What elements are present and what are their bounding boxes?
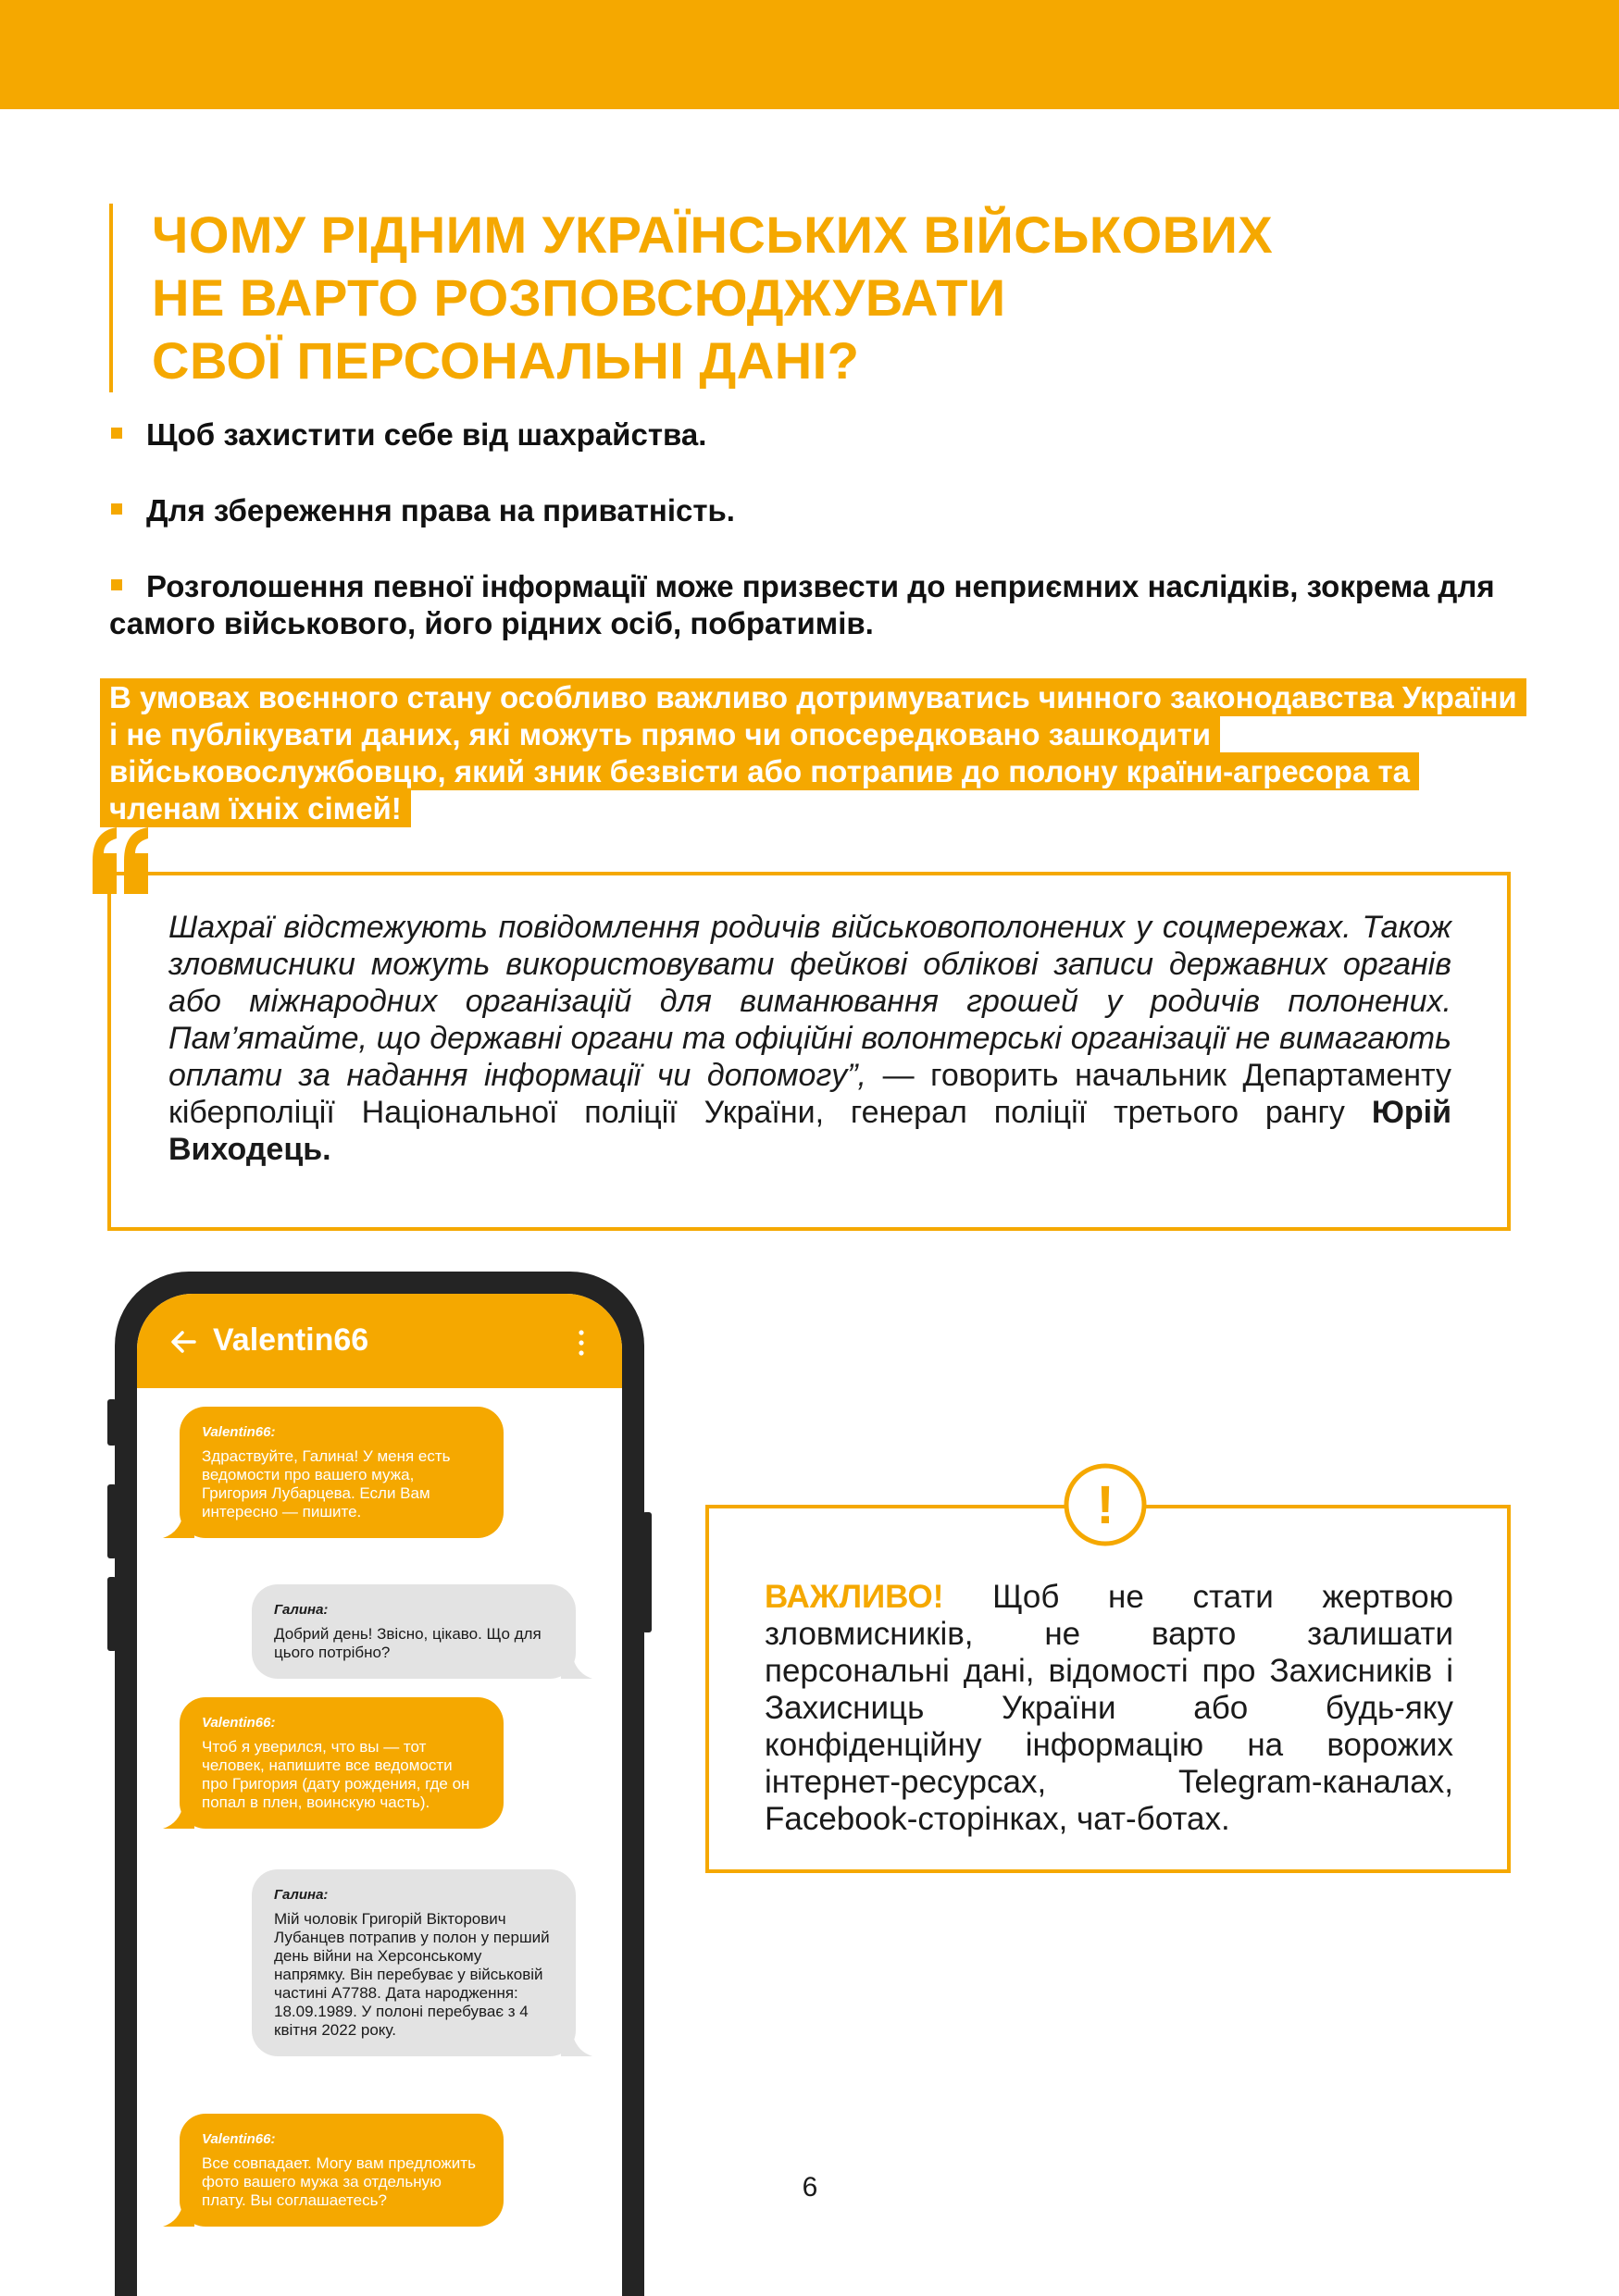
quote-italic-part: Шахраї відстежують повідомлення родичів військовополонених у соцмережах. Також зловмисники можуть використовувати фейкові облікові записи державних органів або міжнародних організацій для виманювання грошей у родичів полонених. Пам’ятайте, що державні органи та офіційні волонтерські організації не вимагають оплати за надання інформації чи допомогу”, [168, 910, 1451, 1093]
message-sender: Valentin66: [202, 1424, 276, 1440]
square-bullet-icon [111, 579, 122, 590]
list-item-text: Щоб захистити себе від шахрайства. [146, 417, 707, 452]
message-sender: Valentin66: [202, 1715, 276, 1731]
reasons-list [109, 416, 1516, 642]
martial-law-highlight [100, 679, 1518, 827]
message-sender: Valentin66: [202, 2131, 276, 2147]
message-bubble-outgoing [252, 1869, 576, 2056]
quote-box [107, 872, 1511, 1231]
title-line-2: НЕ ВАРТО РОЗПОВСЮДЖУВАТИ [152, 268, 1006, 327]
phone-side-button [107, 1484, 117, 1558]
bubble-tail [561, 1655, 592, 1679]
message-text: Мій чоловік Григорій Вікторович Лубанцев потрапив у полон у перший день війни на Херсонському напрямку. Він перебуває у військовій частині А7788. Дата народження: 18.09.1989. У полоні перебуває з 4 квітня 2022 року. [274, 1910, 550, 2039]
page-title [109, 204, 1405, 392]
square-bullet-icon [111, 503, 122, 515]
chat-contact-name: Valentin66 [213, 1322, 369, 1358]
list-item [109, 492, 1516, 529]
bubble-tail [163, 1805, 194, 1829]
message-text: Здраствуйте, Галина! У меня есть ведомости про вашего мужа, Григория Лубарцева. Если Вам интересно — пишите. [202, 1447, 451, 1520]
phone-side-button [107, 1577, 117, 1651]
quote-text [168, 909, 1451, 1168]
important-notice-text [765, 1579, 1453, 1838]
arrow-left-icon[interactable] [167, 1325, 200, 1359]
highlight-text: В умовах воєнного стану особливо важливо дотримуватись чинного законодавства України і не публікувати даних, які можуть прямо чи опосередковано зашкодити військовослужбовцю, який зник безвісти або потрапив до полону країни-агресора та членам їхніх сімей! [100, 678, 1526, 827]
phone-screen [137, 1294, 622, 2296]
top-color-band [0, 0, 1619, 109]
message-sender: Галина: [274, 1602, 329, 1618]
list-item-text: Для збереження права на приватність. [146, 493, 735, 527]
title-line-3: СВОЇ ПЕРСОНАЛЬНІ ДАНІ? [152, 331, 860, 390]
title-line-1: ЧОМУ РІДНИМ УКРАЇНСЬКИХ ВІЙСЬКОВИХ [152, 205, 1274, 264]
bubble-tail [561, 2032, 592, 2056]
phone-side-button [107, 1399, 117, 1446]
bubble-tail [163, 1514, 194, 1538]
kebab-menu-icon[interactable] [578, 1329, 585, 1357]
important-label: ВАЖЛИВО! [765, 1579, 944, 1615]
message-text: Чтоб я уверился, что вы — тот человек, напишите все ведомости про Григория (дату рождения, где он попал в плен, воинскую часть). [202, 1738, 470, 1811]
message-text: Все совпадает. Могу вам предложить фото вашего мужа за отдельную плату. Вы соглашаетесь? [202, 2154, 476, 2209]
chat-app-bar [137, 1294, 622, 1388]
exclamation-icon [1063, 1462, 1148, 1547]
list-item [109, 568, 1516, 642]
message-bubble-outgoing [252, 1584, 576, 1679]
list-item-text: Розголошення певної інформації може призвести до неприємних наслідків, зокрема для самого військового, його рідних осіб, побратимів. [109, 569, 1495, 640]
message-sender: Галина: [274, 1887, 329, 1903]
exclamation-glyph: ! [1096, 1475, 1115, 1535]
important-notice-box [705, 1505, 1511, 1873]
message-bubble-incoming [180, 1407, 504, 1538]
phone-power-button [642, 1512, 652, 1632]
page-number: 6 [802, 2172, 818, 2203]
message-bubble-incoming [180, 1697, 504, 1829]
message-bubble-incoming [180, 2114, 504, 2227]
list-item [109, 416, 1516, 453]
bubble-tail [163, 2203, 194, 2227]
important-body: Щоб не стати жертвою зловмисників, не варто залишати персональні дані, відомості про Захисників і Захисниць України або будь-яку конфіденційну інформацію на ворожих інтернет-ресурсах, Telegram-каналах, Facebook-сторінках, чат-ботах. [765, 1579, 1453, 1837]
quote-attribution: — говорить начальник Департаменту кіберполіції Національної поліції України, генерал поліції третього рангу [168, 1058, 1451, 1130]
quote-author: Юрій Виходець. [168, 1095, 1451, 1167]
phone-mockup [115, 1272, 644, 2296]
square-bullet-icon [111, 428, 122, 439]
message-text: Добрий день! Звісно, цікаво. Що для цього потрібно? [274, 1625, 542, 1661]
